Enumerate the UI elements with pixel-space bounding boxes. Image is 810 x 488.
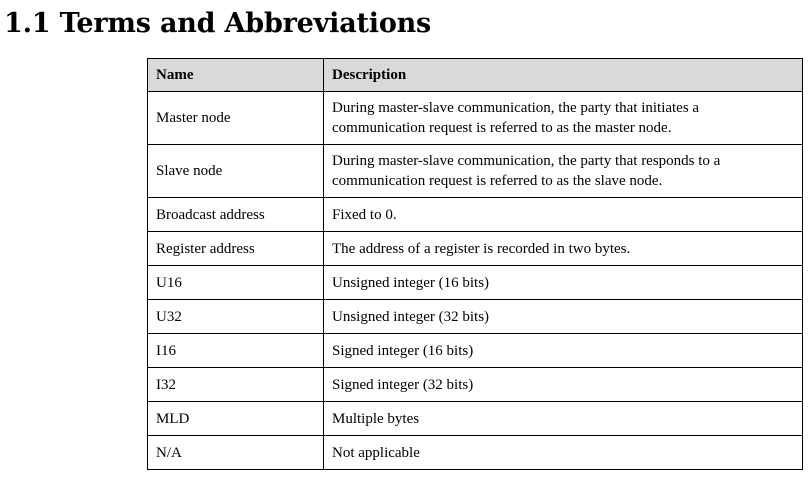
term-description: Fixed to 0. <box>324 198 803 232</box>
table-row <box>148 300 803 334</box>
term-name: I16 <box>148 334 324 368</box>
term-description: The address of a register is recorded in two bytes. <box>324 232 803 266</box>
term-description: Signed integer (16 bits) <box>324 334 803 368</box>
term-description: During master-slave communication, the party that initiates a communication request is referred to as the master node. <box>324 92 803 145</box>
term-description: Not applicable <box>324 436 803 470</box>
table-row <box>148 266 803 300</box>
terms-table <box>147 58 803 470</box>
term-name: U16 <box>148 266 324 300</box>
table-row <box>148 145 803 198</box>
table-row <box>148 368 803 402</box>
section-title: 1.1 Terms and Abbreviations <box>4 8 432 39</box>
term-name: N/A <box>148 436 324 470</box>
term-description: During master-slave communication, the party that responds to a communication request is referred to as the slave node. <box>324 145 803 198</box>
table-row <box>148 334 803 368</box>
term-name: Slave node <box>148 145 324 198</box>
term-description: Multiple bytes <box>324 402 803 436</box>
table-row <box>148 198 803 232</box>
column-header-description: Description <box>324 59 803 92</box>
table-row <box>148 436 803 470</box>
table-row <box>148 92 803 145</box>
term-name: MLD <box>148 402 324 436</box>
term-description: Signed integer (32 bits) <box>324 368 803 402</box>
table-row <box>148 232 803 266</box>
term-description: Unsigned integer (16 bits) <box>324 266 803 300</box>
term-name: U32 <box>148 300 324 334</box>
term-description: Unsigned integer (32 bits) <box>324 300 803 334</box>
term-name: I32 <box>148 368 324 402</box>
table-header-row <box>148 59 803 92</box>
term-name: Register address <box>148 232 324 266</box>
table-row <box>148 402 803 436</box>
term-name: Broadcast address <box>148 198 324 232</box>
term-name: Master node <box>148 92 324 145</box>
column-header-name: Name <box>148 59 324 92</box>
